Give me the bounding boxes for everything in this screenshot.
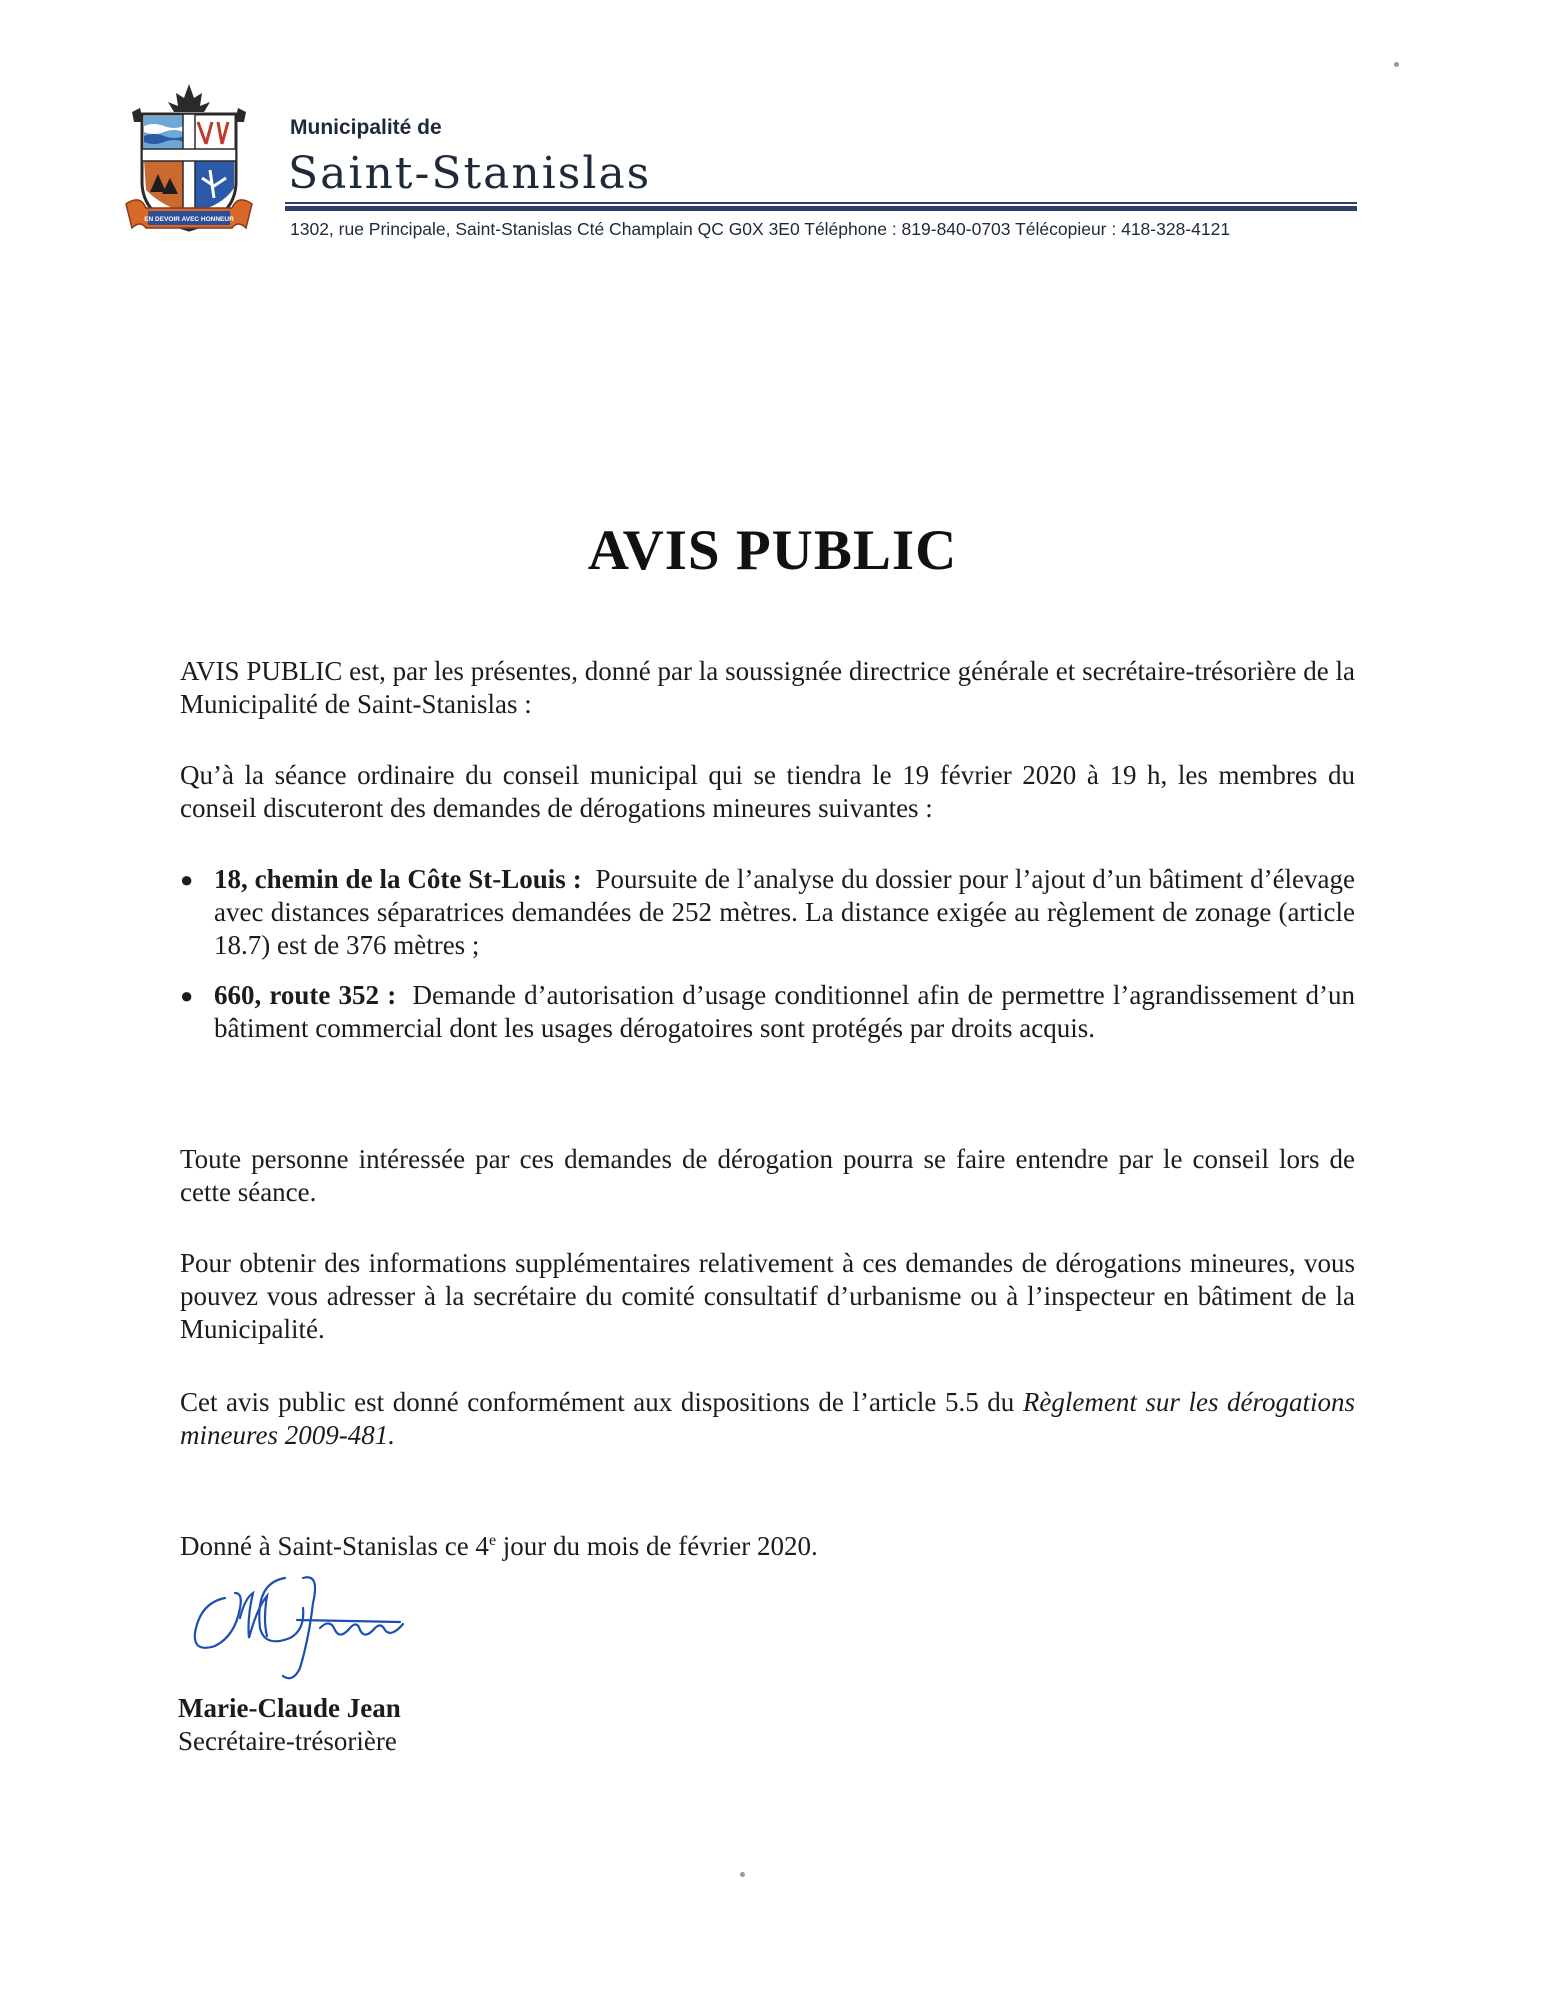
signatory-name: Marie-Claude Jean xyxy=(178,1693,401,1723)
bullet-icon: ● xyxy=(180,983,194,1008)
intro-paragraph: AVIS PUBLIC est, par les présentes, donné par la soussignée directrice générale et secrétaire-trésorière de la Municipalité de Saint-Stanislas : xyxy=(180,656,1355,719)
list-item xyxy=(180,863,1355,962)
item-address: 660, route 352 : xyxy=(214,980,397,1010)
list-item xyxy=(180,979,1355,1045)
header-rule-thin xyxy=(285,202,1357,204)
info-paragraph: Pour obtenir des informations supplémentaires relativement à ces demandes de dérogations mineures, vous pouvez vous adresser à la secrétaire du comité consultatif d’urbanisme ou à l’inspecteur en bâtiment de la Municipalité. xyxy=(180,1248,1355,1344)
hearing-paragraph: Toute personne intéressée par ces demandes de dérogation pourra se faire entendre par le conseil lors de cette séance. xyxy=(180,1144,1355,1207)
signatory-title: Secrétaire-trésorière xyxy=(178,1726,397,1756)
conformity-paragraph xyxy=(180,1386,1355,1452)
regulation-title: Règlement sur les dérogations mineures 2009-481. xyxy=(180,1387,1356,1450)
given-superscript: e xyxy=(488,1532,497,1549)
municipality-name: Saint-Stanislas xyxy=(288,148,652,199)
derogation-list xyxy=(180,863,1355,1062)
notice-title: AVIS PUBLIC xyxy=(587,519,958,582)
given-prefix: Donné à Saint-Stanislas ce 4 xyxy=(180,1531,489,1561)
item-description: Demande d’autorisation d’usage conditionnel afin de permettre l’agrandissement d’un bâtiment commercial dont les usages dérogatoires sont protégés par droits acquis. xyxy=(214,980,1356,1043)
given-suffix: jour du mois de février 2020. xyxy=(496,1531,818,1561)
scan-speck xyxy=(740,1872,745,1877)
bullet-icon: ● xyxy=(180,867,194,892)
municipality-label: Municipalité de xyxy=(290,116,442,139)
municipal-crest-logo xyxy=(122,82,256,242)
contact-line: 1302, rue Principale, Saint-Stanislas Cté Champlain QC G0X 3E0 Téléphone : 819-840-0703 Télécopieur : 418-328-4121 xyxy=(290,219,1231,239)
item-address: 18, chemin de la Côte St-Louis : xyxy=(214,864,582,894)
header-rule-thick xyxy=(285,206,1357,211)
item-description: Poursuite de l’analyse du dossier pour l’ajout d’un bâtiment d’élevage avec distances séparatrices demandées de 252 mètres. La distance exigée au règlement de zonage (article 18.7) est de 376 mètres ; xyxy=(214,864,1356,960)
conformity-text: Cet avis public est donné conformément aux dispositions de l’article 5.5 du xyxy=(180,1387,1015,1417)
crest-motto: EN DEVOIR AVEC HONNEUR xyxy=(144,216,234,223)
handwritten-signature xyxy=(185,1558,435,1683)
scan-speck xyxy=(1394,62,1399,67)
meeting-paragraph: Qu’à la séance ordinaire du conseil municipal qui se tiendra le 19 février 2020 à 19 h, les membres du conseil discuteront des demandes de dérogations mineures suivantes : xyxy=(180,760,1355,823)
